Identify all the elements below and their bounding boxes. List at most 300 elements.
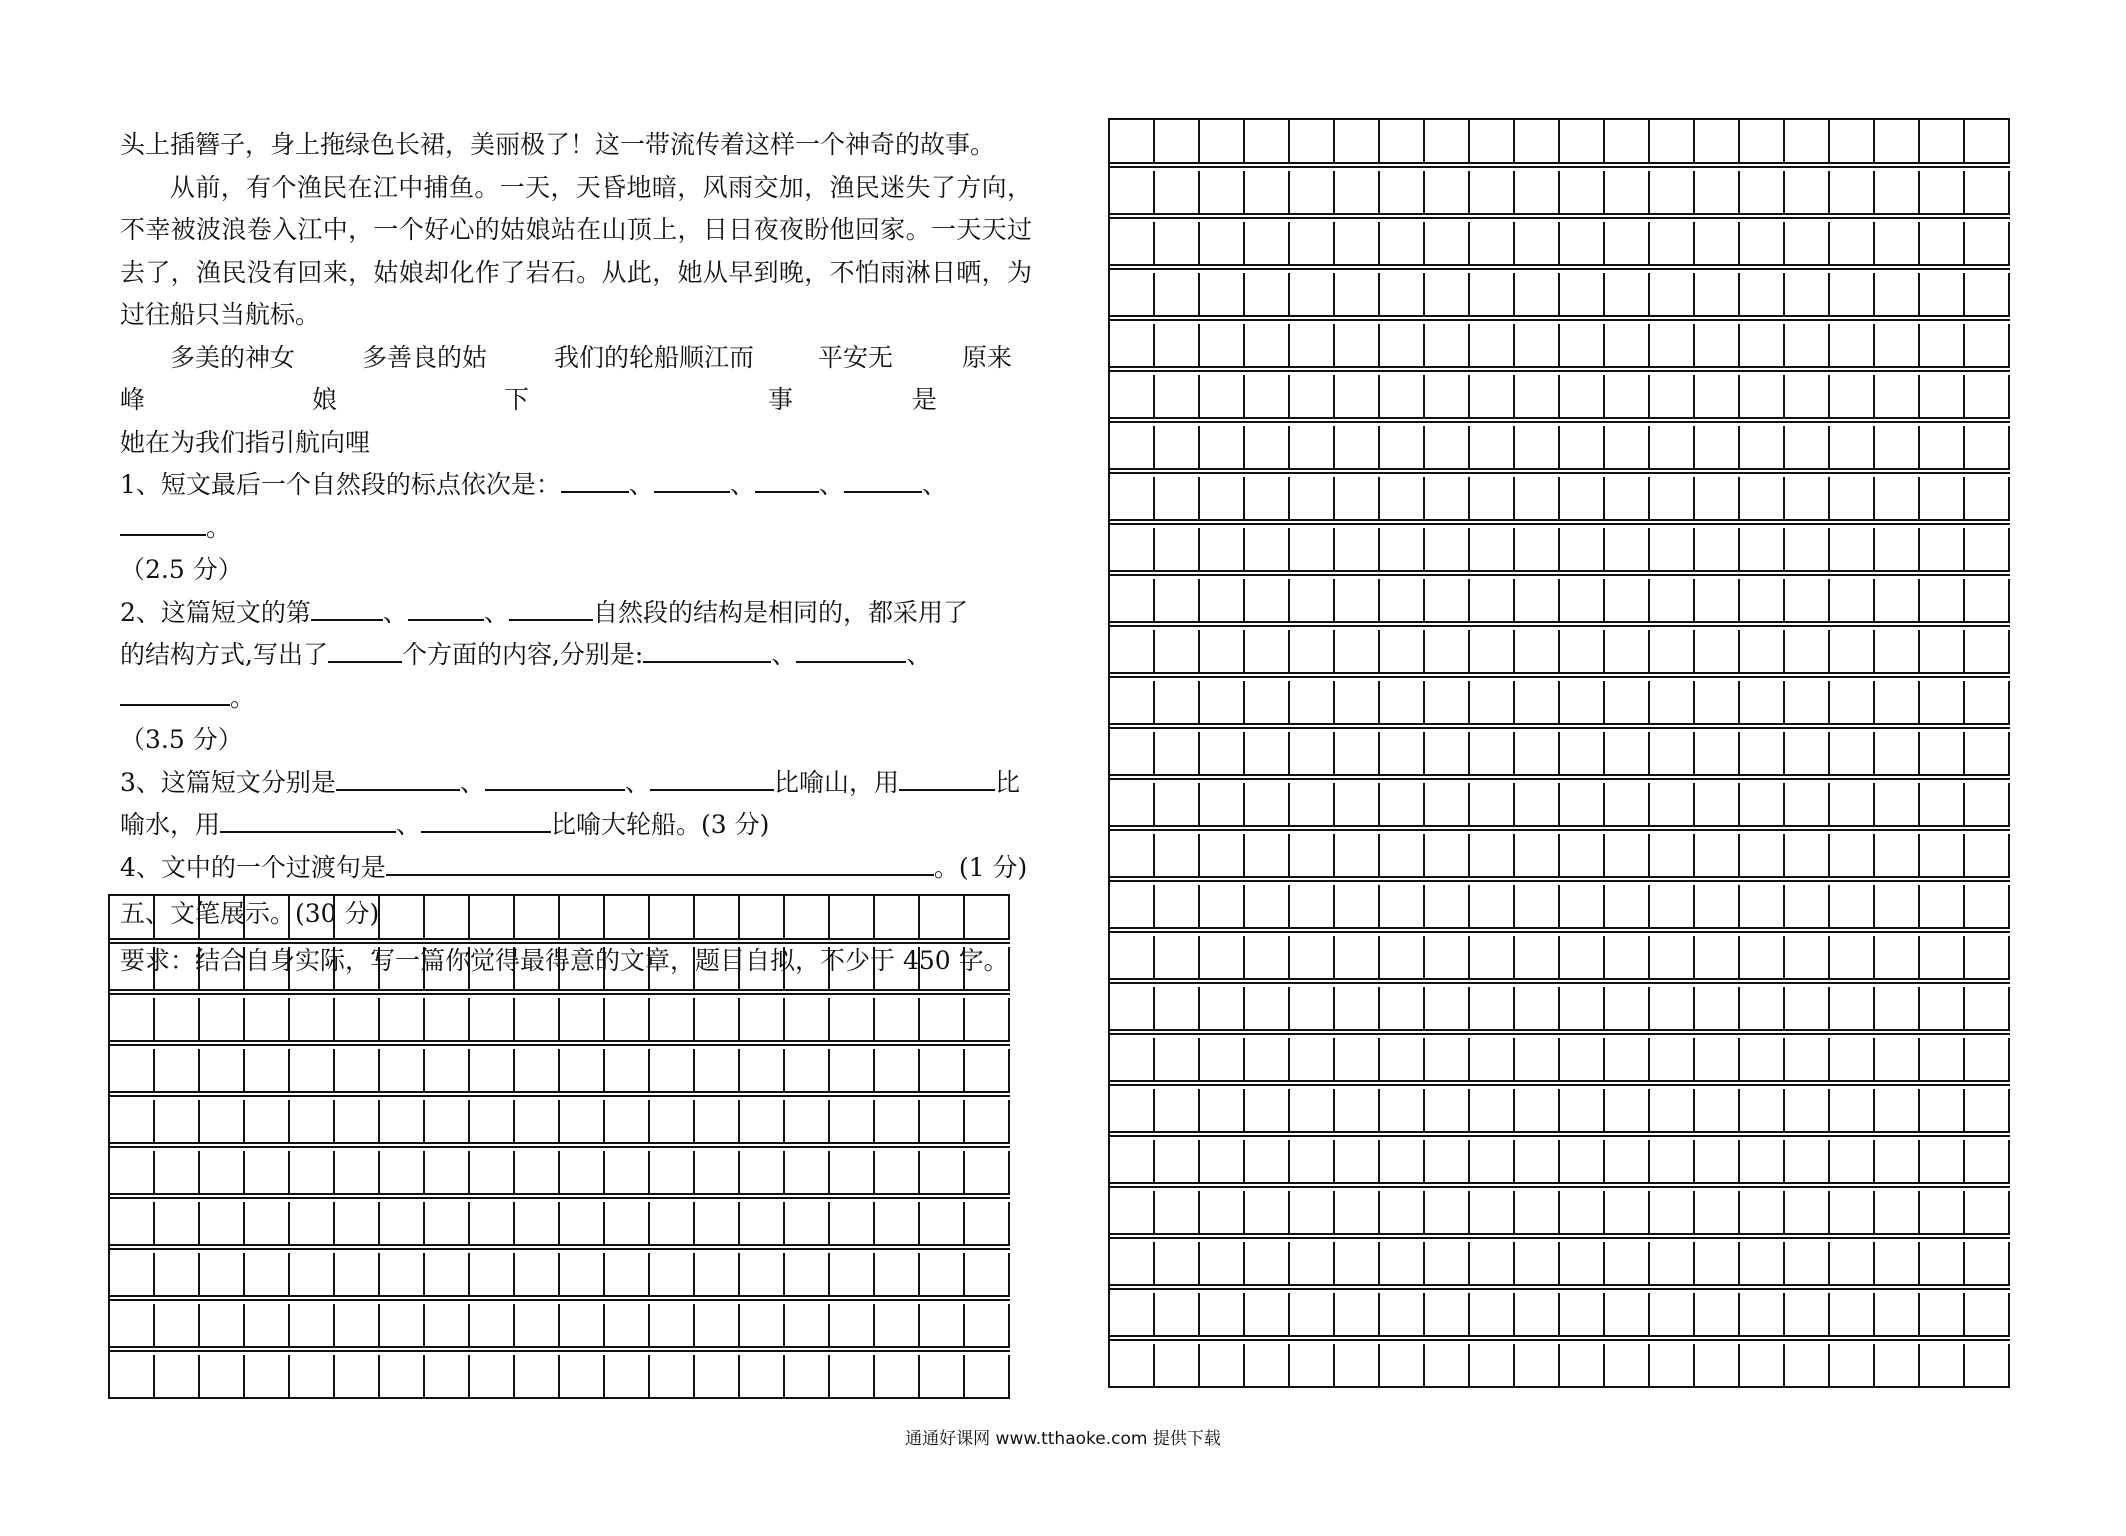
grid-cell[interactable] [1380,222,1425,266]
grid-cell[interactable] [1245,1038,1290,1082]
grid-cell[interactable] [1965,1344,2010,1388]
answer-blank[interactable] [899,765,995,791]
grid-cell[interactable] [1560,1344,1605,1388]
grid-cell[interactable] [875,947,920,991]
grid-cell[interactable] [1155,171,1200,215]
grid-cell[interactable] [1740,1140,1785,1184]
grid-cell[interactable] [1830,1293,1875,1337]
answer-blank[interactable] [120,510,206,536]
grid-cell[interactable] [1380,732,1425,776]
grid-cell[interactable] [1740,477,1785,521]
grid-cell[interactable] [1605,1038,1650,1082]
grid-cell[interactable] [875,1355,920,1399]
grid-cell[interactable] [1380,1140,1425,1184]
grid-cell[interactable] [335,998,380,1042]
grid-cell[interactable] [1245,885,1290,929]
grid-cell[interactable] [920,1151,965,1195]
grid-cell[interactable] [1830,120,1875,164]
grid-cell[interactable] [1245,477,1290,521]
answer-blank[interactable] [643,637,771,663]
grid-cell[interactable] [1110,324,1155,368]
grid-cell[interactable] [1380,171,1425,215]
grid-cell[interactable] [1245,579,1290,623]
grid-cell[interactable] [1605,120,1650,164]
grid-cell[interactable] [830,998,875,1042]
grid-cell[interactable] [1155,834,1200,878]
grid-cell[interactable] [245,947,290,991]
grid-cell[interactable] [515,998,560,1042]
grid-cell[interactable] [1605,579,1650,623]
grid-cell[interactable] [155,896,200,940]
grid-cell[interactable] [1380,783,1425,827]
grid-cell[interactable] [1605,222,1650,266]
grid-cell[interactable] [380,1253,425,1297]
grid-cell[interactable] [1920,1089,1965,1133]
grid-cell[interactable] [1245,1191,1290,1235]
grid-cell[interactable] [1245,987,1290,1031]
grid-cell[interactable] [1695,273,1740,317]
grid-cell[interactable] [1245,528,1290,572]
grid-cell[interactable] [965,1253,1010,1297]
grid-cell[interactable] [110,1100,155,1144]
grid-cell[interactable] [1830,477,1875,521]
grid-cell[interactable] [1335,1038,1380,1082]
grid-cell[interactable] [605,1253,650,1297]
grid-cell[interactable] [1740,783,1785,827]
grid-cell[interactable] [1290,834,1335,878]
grid-cell[interactable] [155,998,200,1042]
answer-blank[interactable] [120,680,230,706]
grid-cell[interactable] [1875,885,1920,929]
grid-cell[interactable] [1335,681,1380,725]
grid-cell[interactable] [1785,273,1830,317]
grid-cell[interactable] [1650,222,1695,266]
grid-cell[interactable] [1920,1191,1965,1235]
answer-blank[interactable] [561,467,629,493]
grid-cell[interactable] [1650,1293,1695,1337]
grid-cell[interactable] [110,896,155,940]
grid-cell[interactable] [1605,1242,1650,1286]
grid-cell[interactable] [1380,324,1425,368]
grid-cell[interactable] [1110,579,1155,623]
grid-cell[interactable] [425,1253,470,1297]
grid-cell[interactable] [1785,1344,1830,1388]
grid-cell[interactable] [110,998,155,1042]
grid-cell[interactable] [380,1304,425,1348]
grid-cell[interactable] [380,1202,425,1246]
grid-cell[interactable] [1695,1038,1740,1082]
grid-cell[interactable] [1560,885,1605,929]
grid-cell[interactable] [965,896,1010,940]
grid-cell[interactable] [1695,834,1740,878]
grid-cell[interactable] [1740,375,1785,419]
grid-cell[interactable] [1335,1191,1380,1235]
grid-cell[interactable] [1515,1293,1560,1337]
grid-cell[interactable] [1245,1344,1290,1388]
grid-cell[interactable] [1515,426,1560,470]
grid-cell[interactable] [1650,834,1695,878]
grid-cell[interactable] [740,1253,785,1297]
grid-cell[interactable] [1470,1344,1515,1388]
grid-cell[interactable] [1920,936,1965,980]
grid-cell[interactable] [1965,1089,2010,1133]
grid-cell[interactable] [245,1202,290,1246]
grid-cell[interactable] [695,998,740,1042]
grid-cell[interactable] [1380,1344,1425,1388]
grid-cell[interactable] [875,1151,920,1195]
grid-cell[interactable] [560,998,605,1042]
grid-cell[interactable] [1785,936,1830,980]
answer-blank[interactable] [485,765,625,791]
grid-cell[interactable] [1155,120,1200,164]
grid-cell[interactable] [1605,1191,1650,1235]
grid-cell[interactable] [785,1151,830,1195]
grid-cell[interactable] [740,1151,785,1195]
grid-cell[interactable] [515,896,560,940]
grid-cell[interactable] [1245,1140,1290,1184]
grid-cell[interactable] [1245,222,1290,266]
grid-cell[interactable] [1920,630,1965,674]
grid-cell[interactable] [470,1253,515,1297]
grid-cell[interactable] [155,1202,200,1246]
answer-blank[interactable] [509,595,593,621]
grid-cell[interactable] [1875,732,1920,776]
grid-cell[interactable] [740,896,785,940]
grid-cell[interactable] [1290,1191,1335,1235]
grid-cell[interactable] [650,998,695,1042]
grid-cell[interactable] [740,1100,785,1144]
grid-cell[interactable] [560,947,605,991]
grid-cell[interactable] [1470,630,1515,674]
grid-cell[interactable] [1470,732,1515,776]
grid-cell[interactable] [1155,528,1200,572]
grid-cell[interactable] [830,1355,875,1399]
grid-cell[interactable] [1740,1242,1785,1286]
grid-cell[interactable] [515,1049,560,1093]
grid-cell[interactable] [1830,1089,1875,1133]
grid-cell[interactable] [1965,120,2010,164]
grid-cell[interactable] [1560,120,1605,164]
grid-cell[interactable] [1785,1293,1830,1337]
grid-cell[interactable] [425,998,470,1042]
grid-cell[interactable] [650,1355,695,1399]
grid-cell[interactable] [875,1253,920,1297]
grid-cell[interactable] [830,896,875,940]
grid-cell[interactable] [1200,1293,1245,1337]
grid-cell[interactable] [1785,528,1830,572]
grid-cell[interactable] [425,1355,470,1399]
grid-cell[interactable] [1200,1089,1245,1133]
grid-cell[interactable] [290,1304,335,1348]
grid-cell[interactable] [1200,528,1245,572]
grid-cell[interactable] [1830,1242,1875,1286]
grid-cell[interactable] [605,1304,650,1348]
grid-cell[interactable] [1290,273,1335,317]
grid-cell[interactable] [1470,1140,1515,1184]
grid-cell[interactable] [1335,1293,1380,1337]
grid-cell[interactable] [1560,171,1605,215]
grid-cell[interactable] [1335,936,1380,980]
grid-cell[interactable] [200,1049,245,1093]
grid-cell[interactable] [1830,732,1875,776]
grid-cell[interactable] [1695,1191,1740,1235]
grid-cell[interactable] [1290,783,1335,827]
grid-cell[interactable] [650,947,695,991]
grid-cell[interactable] [1605,375,1650,419]
grid-cell[interactable] [695,896,740,940]
grid-cell[interactable] [380,1355,425,1399]
grid-cell[interactable] [830,1049,875,1093]
grid-cell[interactable] [1200,222,1245,266]
grid-cell[interactable] [1785,375,1830,419]
grid-cell[interactable] [1380,1038,1425,1082]
grid-cell[interactable] [1155,273,1200,317]
grid-cell[interactable] [245,1355,290,1399]
grid-cell[interactable] [1785,477,1830,521]
grid-cell[interactable] [965,1355,1010,1399]
grid-cell[interactable] [1110,681,1155,725]
grid-cell[interactable] [830,1100,875,1144]
grid-cell[interactable] [1470,273,1515,317]
grid-cell[interactable] [785,1100,830,1144]
grid-cell[interactable] [1245,1089,1290,1133]
grid-cell[interactable] [1740,324,1785,368]
grid-cell[interactable] [1515,1140,1560,1184]
grid-cell[interactable] [1650,987,1695,1031]
answer-blank[interactable] [386,850,934,876]
grid-cell[interactable] [875,896,920,940]
grid-cell[interactable] [1965,987,2010,1031]
grid-cell[interactable] [1650,885,1695,929]
grid-cell[interactable] [335,1151,380,1195]
grid-cell[interactable] [785,1202,830,1246]
grid-cell[interactable] [1110,936,1155,980]
grid-cell[interactable] [1290,630,1335,674]
grid-cell[interactable] [245,1100,290,1144]
grid-cell[interactable] [1380,936,1425,980]
grid-cell[interactable] [155,947,200,991]
grid-cell[interactable] [1155,987,1200,1031]
grid-cell[interactable] [1290,324,1335,368]
grid-cell[interactable] [1605,630,1650,674]
grid-cell[interactable] [1605,1344,1650,1388]
grid-cell[interactable] [1380,987,1425,1031]
grid-cell[interactable] [1470,222,1515,266]
grid-cell[interactable] [1200,579,1245,623]
grid-cell[interactable] [1425,579,1470,623]
grid-cell[interactable] [1470,120,1515,164]
grid-cell[interactable] [1785,1140,1830,1184]
grid-cell[interactable] [1470,1038,1515,1082]
grid-cell[interactable] [1110,1293,1155,1337]
grid-cell[interactable] [1425,273,1470,317]
grid-cell[interactable] [695,947,740,991]
grid-cell[interactable] [1830,885,1875,929]
grid-cell[interactable] [1695,528,1740,572]
grid-cell[interactable] [1200,1038,1245,1082]
grid-cell[interactable] [1380,1242,1425,1286]
grid-cell[interactable] [1785,630,1830,674]
grid-cell[interactable] [650,1202,695,1246]
grid-cell[interactable] [1290,1038,1335,1082]
grid-cell[interactable] [1920,1038,1965,1082]
grid-cell[interactable] [1965,579,2010,623]
grid-cell[interactable] [1560,273,1605,317]
grid-cell[interactable] [1830,936,1875,980]
grid-cell[interactable] [1290,222,1335,266]
grid-cell[interactable] [1785,1242,1830,1286]
grid-cell[interactable] [1425,1089,1470,1133]
grid-cell[interactable] [1155,477,1200,521]
grid-cell[interactable] [1425,528,1470,572]
grid-cell[interactable] [1605,426,1650,470]
grid-cell[interactable] [1965,222,2010,266]
grid-cell[interactable] [965,1202,1010,1246]
answer-blank[interactable] [336,765,460,791]
grid-cell[interactable] [1920,681,1965,725]
grid-cell[interactable] [1650,426,1695,470]
grid-cell[interactable] [1425,1293,1470,1337]
grid-cell[interactable] [1695,1140,1740,1184]
grid-cell[interactable] [1875,630,1920,674]
grid-cell[interactable] [380,1151,425,1195]
grid-cell[interactable] [1200,885,1245,929]
grid-cell[interactable] [1335,834,1380,878]
grid-cell[interactable] [1560,732,1605,776]
grid-cell[interactable] [965,1151,1010,1195]
grid-cell[interactable] [1290,681,1335,725]
grid-cell[interactable] [290,998,335,1042]
grid-cell[interactable] [1920,732,1965,776]
grid-cell[interactable] [1110,783,1155,827]
grid-cell[interactable] [1830,426,1875,470]
grid-cell[interactable] [875,1304,920,1348]
grid-cell[interactable] [1515,936,1560,980]
grid-cell[interactable] [695,1100,740,1144]
grid-cell[interactable] [515,1151,560,1195]
grid-cell[interactable] [245,1304,290,1348]
grid-cell[interactable] [380,998,425,1042]
grid-cell[interactable] [1515,630,1560,674]
grid-cell[interactable] [1965,1140,2010,1184]
grid-cell[interactable] [1560,579,1605,623]
grid-cell[interactable] [1740,579,1785,623]
grid-cell[interactable] [155,1253,200,1297]
grid-cell[interactable] [1875,1089,1920,1133]
grid-cell[interactable] [200,1100,245,1144]
grid-cell[interactable] [1920,987,1965,1031]
grid-cell[interactable] [1965,1242,2010,1286]
grid-cell[interactable] [1830,987,1875,1031]
grid-cell[interactable] [1245,834,1290,878]
grid-cell[interactable] [1830,834,1875,878]
grid-cell[interactable] [1920,477,1965,521]
grid-cell[interactable] [1335,477,1380,521]
grid-cell[interactable] [965,1304,1010,1348]
grid-cell[interactable] [1380,579,1425,623]
grid-cell[interactable] [1605,834,1650,878]
grid-cell[interactable] [1155,732,1200,776]
grid-cell[interactable] [920,947,965,991]
grid-cell[interactable] [1740,273,1785,317]
grid-cell[interactable] [1290,477,1335,521]
grid-cell[interactable] [1965,426,2010,470]
grid-cell[interactable] [1110,834,1155,878]
grid-cell[interactable] [1515,1038,1560,1082]
grid-cell[interactable] [1965,1293,2010,1337]
grid-cell[interactable] [1470,885,1515,929]
grid-cell[interactable] [290,1049,335,1093]
grid-cell[interactable] [1695,1293,1740,1337]
grid-cell[interactable] [155,1100,200,1144]
grid-cell[interactable] [1740,171,1785,215]
grid-cell[interactable] [1110,222,1155,266]
grid-cell[interactable] [1560,477,1605,521]
grid-cell[interactable] [1470,426,1515,470]
grid-cell[interactable] [515,1304,560,1348]
grid-cell[interactable] [1830,630,1875,674]
grid-cell[interactable] [1290,1344,1335,1388]
grid-cell[interactable] [1155,579,1200,623]
grid-cell[interactable] [1965,732,2010,776]
grid-cell[interactable] [1425,120,1470,164]
grid-cell[interactable] [1470,834,1515,878]
grid-cell[interactable] [155,1355,200,1399]
grid-cell[interactable] [605,1100,650,1144]
grid-cell[interactable] [1605,477,1650,521]
grid-cell[interactable] [1785,732,1830,776]
grid-cell[interactable] [1335,1242,1380,1286]
grid-cell[interactable] [1515,1242,1560,1286]
grid-cell[interactable] [785,947,830,991]
grid-cell[interactable] [1560,1089,1605,1133]
grid-cell[interactable] [1515,120,1560,164]
grid-cell[interactable] [1650,528,1695,572]
grid-cell[interactable] [110,1304,155,1348]
grid-cell[interactable] [290,1253,335,1297]
grid-cell[interactable] [920,998,965,1042]
grid-cell[interactable] [965,1100,1010,1144]
grid-cell[interactable] [920,1100,965,1144]
grid-cell[interactable] [1470,1089,1515,1133]
grid-cell[interactable] [1650,477,1695,521]
grid-cell[interactable] [1650,1089,1695,1133]
grid-cell[interactable] [1785,426,1830,470]
grid-cell[interactable] [1785,834,1830,878]
grid-cell[interactable] [1425,477,1470,521]
grid-cell[interactable] [1740,426,1785,470]
grid-cell[interactable] [1695,1089,1740,1133]
grid-cell[interactable] [1740,987,1785,1031]
grid-cell[interactable] [1560,987,1605,1031]
grid-cell[interactable] [1245,273,1290,317]
grid-cell[interactable] [920,1253,965,1297]
grid-cell[interactable] [1875,375,1920,419]
grid-cell[interactable] [1965,171,2010,215]
grid-cell[interactable] [695,1253,740,1297]
grid-cell[interactable] [1740,681,1785,725]
grid-cell[interactable] [335,947,380,991]
grid-cell[interactable] [1920,120,1965,164]
grid-cell[interactable] [1830,579,1875,623]
grid-cell[interactable] [1425,732,1470,776]
grid-cell[interactable] [920,896,965,940]
grid-cell[interactable] [1245,1242,1290,1286]
grid-cell[interactable] [110,1202,155,1246]
grid-cell[interactable] [110,1253,155,1297]
grid-cell[interactable] [1110,426,1155,470]
grid-cell[interactable] [1785,681,1830,725]
